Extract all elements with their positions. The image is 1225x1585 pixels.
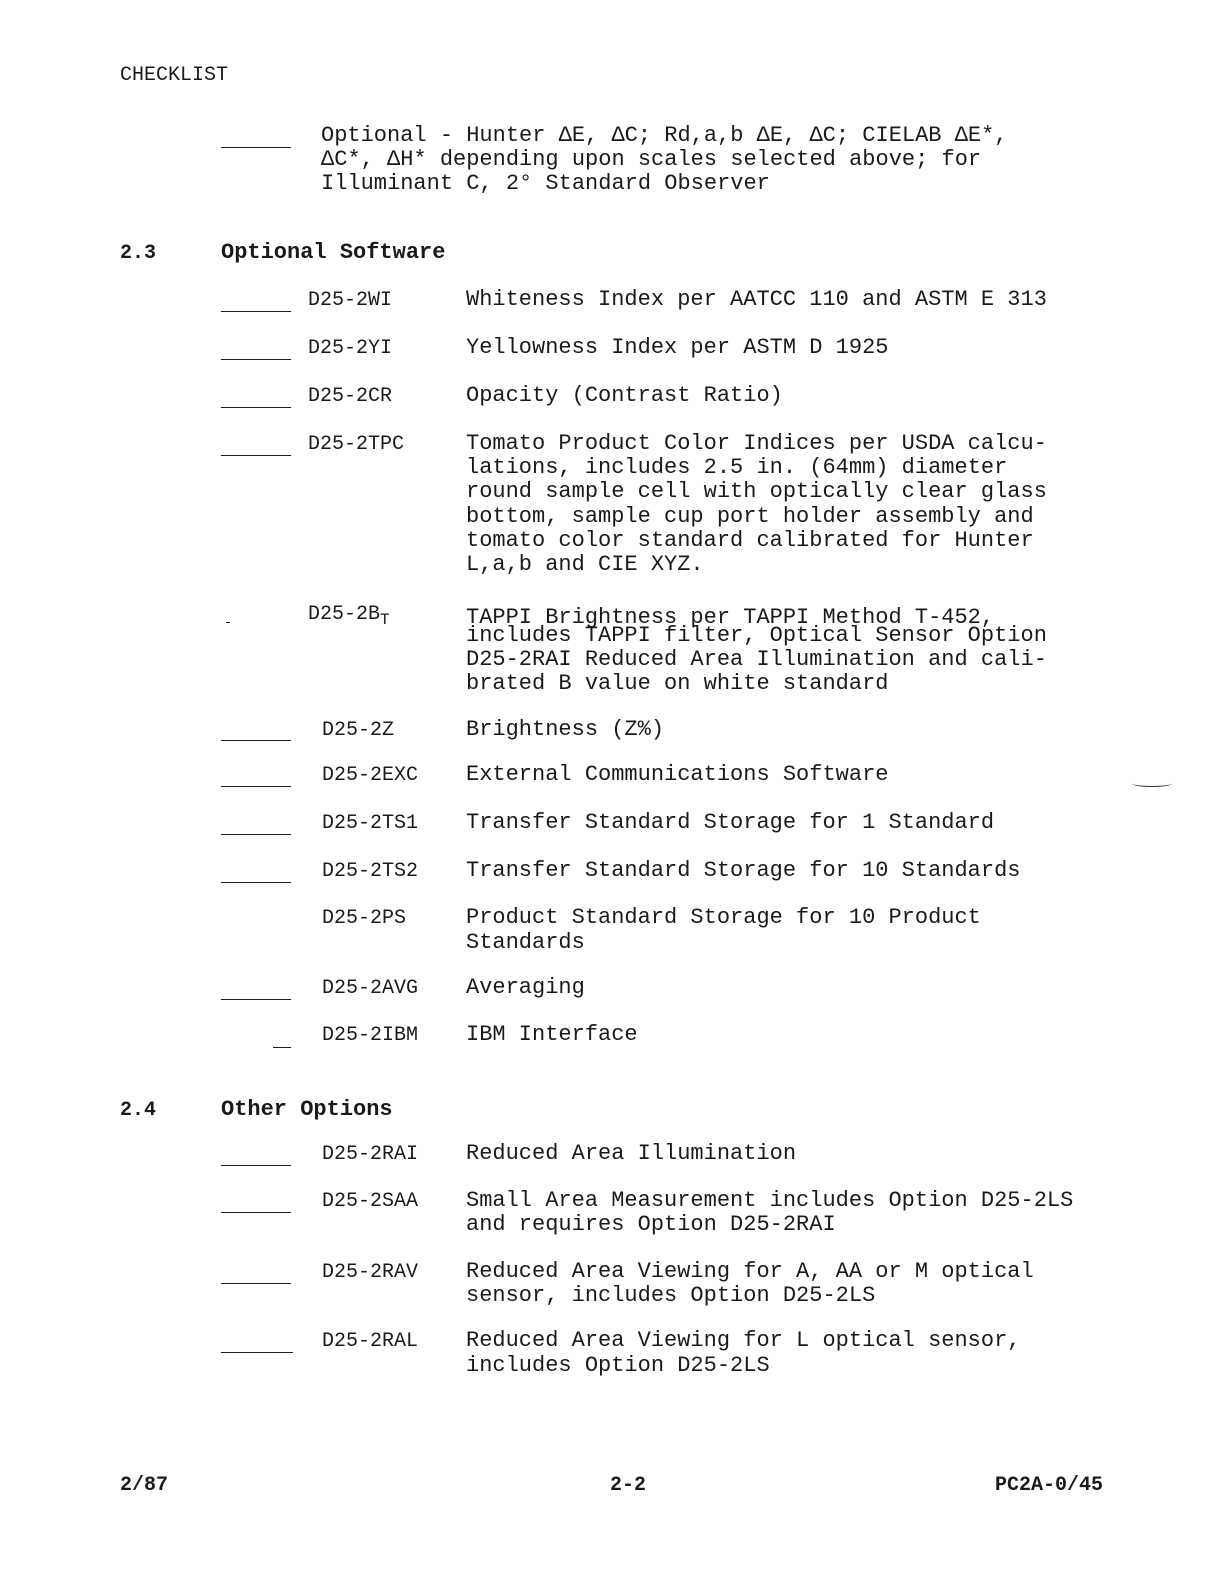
checkbox-blank-d25-2cr[interactable] bbox=[221, 407, 291, 408]
checkbox-blank-d25-2ral[interactable] bbox=[221, 1352, 293, 1353]
checkbox-blank-d25-2rai[interactable] bbox=[221, 1165, 291, 1166]
option-description-line: Product Standard Storage for 10 Product bbox=[466, 905, 981, 930]
option-code-main: D25-2B bbox=[308, 603, 381, 626]
option-description-line: Reduced Area Viewing for L optical sensor, bbox=[466, 1328, 1021, 1353]
section-number-2-4: 2.4 bbox=[120, 1099, 157, 1122]
option-description: Transfer Standard Storage for 10 Standards bbox=[466, 858, 1021, 883]
option-description-line: includes TAPPI filter, Optical Sensor Option bbox=[466, 623, 1047, 648]
option-description: External Communications Software bbox=[466, 762, 889, 787]
page-header-title: CHECKLIST bbox=[120, 64, 229, 87]
option-code: D25-2AVG bbox=[322, 977, 419, 1000]
option-description-line: sensor, includes Option D25-2LS bbox=[466, 1283, 876, 1308]
scan-mark bbox=[1132, 780, 1172, 787]
checkbox-blank-d25-2bt[interactable] bbox=[226, 622, 230, 623]
checkbox-blank-d25-2rav[interactable] bbox=[221, 1283, 291, 1284]
option-description-line: brated B value on white standard bbox=[466, 671, 889, 696]
section-number-2-3: 2.3 bbox=[120, 242, 157, 265]
footer-document-id: PC2A-0/45 bbox=[995, 1474, 1104, 1497]
intro-line-3: Illuminant C, 2° Standard Observer bbox=[321, 171, 770, 196]
option-description-line: L,a,b and CIE XYZ. bbox=[466, 552, 704, 577]
option-code: D25-2SAA bbox=[322, 1190, 419, 1213]
checkbox-blank-d25-2tpc[interactable] bbox=[221, 455, 291, 456]
checkbox-blank-d25-2saa[interactable] bbox=[221, 1212, 291, 1213]
checkbox-blank-d25-2z[interactable] bbox=[221, 740, 291, 741]
checkbox-blank-d25-2yi[interactable] bbox=[221, 359, 291, 360]
option-code-subscript: T bbox=[380, 611, 390, 629]
option-description-line: lations, includes 2.5 in. (64mm) diameter bbox=[466, 455, 1008, 480]
option-description: Transfer Standard Storage for 1 Standard bbox=[466, 810, 995, 835]
option-code: D25-2YI bbox=[308, 337, 393, 360]
option-code: D25-2Z bbox=[322, 719, 395, 742]
option-code: D25-2CR bbox=[308, 385, 393, 408]
option-description-line: Standards bbox=[466, 930, 585, 955]
option-description-line: includes Option D25-2LS bbox=[466, 1353, 770, 1378]
option-code: D25-2IBM bbox=[322, 1024, 419, 1047]
option-description-line: Small Area Measurement includes Option D25-2LS bbox=[466, 1188, 1074, 1213]
option-description: Averaging bbox=[466, 975, 585, 1000]
option-description-line: TAPPI Brightness per TAPPI Method T-452, bbox=[466, 605, 995, 630]
option-description-line: Reduced Area Viewing for A, AA or M optical bbox=[466, 1259, 1034, 1284]
checkbox-blank-d25-2ts2[interactable] bbox=[221, 882, 291, 883]
option-description-line: tomato color standard calibrated for Hunter bbox=[466, 528, 1034, 553]
option-code: D25-2TPC bbox=[308, 433, 405, 456]
option-description: Opacity (Contrast Ratio) bbox=[466, 383, 783, 408]
option-code: D25-2TS2 bbox=[322, 860, 419, 883]
option-code: D25-2RAI bbox=[322, 1143, 419, 1166]
option-code: D25-2RAL bbox=[322, 1330, 419, 1353]
intro-line-1: Optional - Hunter ΔE, ΔC; Rd,a,b ΔE, ΔC; CIELAB ΔE*, bbox=[321, 123, 1008, 148]
option-description-line: and requires Option D25-2RAI bbox=[466, 1212, 836, 1237]
intro-line-2: ΔC*, ΔH* depending upon scales selected above; for bbox=[321, 147, 982, 172]
option-code: D25-2TS1 bbox=[322, 812, 419, 835]
option-description-line: bottom, sample cup port holder assembly and bbox=[466, 504, 1034, 529]
option-description-line: D25-2RAI Reduced Area Illumination and cali- bbox=[466, 647, 1047, 672]
option-code: D25-2EXC bbox=[322, 764, 419, 787]
section-title-other-options: Other Options bbox=[221, 1097, 393, 1122]
footer-page-number: 2-2 bbox=[610, 1474, 647, 1497]
option-code: D25-2PS bbox=[322, 907, 407, 930]
option-description: IBM Interface bbox=[466, 1022, 638, 1047]
option-code: D25-2WI bbox=[308, 289, 393, 312]
option-description-line: Tomato Product Color Indices per USDA calcu- bbox=[466, 431, 1047, 456]
section-title-optional-software: Optional Software bbox=[221, 240, 446, 265]
intro-checkbox-blank[interactable] bbox=[221, 147, 291, 148]
footer-date: 2/87 bbox=[120, 1474, 169, 1497]
option-description: Brightness (Z%) bbox=[466, 717, 665, 742]
option-description: Yellowness Index per ASTM D 1925 bbox=[466, 335, 889, 360]
checkbox-blank-d25-2exc[interactable] bbox=[221, 786, 291, 787]
checkbox-blank-d25-2wi[interactable] bbox=[221, 311, 291, 312]
option-description-line: round sample cell with optically clear glass bbox=[466, 479, 1047, 504]
option-description: Reduced Area Illumination bbox=[466, 1141, 797, 1166]
checkbox-blank-d25-2ts1[interactable] bbox=[221, 834, 291, 835]
option-code bbox=[308, 603, 390, 632]
option-description: Whiteness Index per AATCC 110 and ASTM E 313 bbox=[466, 287, 1047, 312]
option-code: D25-2RAV bbox=[322, 1261, 419, 1284]
checkbox-blank-d25-2ibm[interactable] bbox=[273, 1047, 291, 1048]
checkbox-blank-d25-2avg[interactable] bbox=[221, 999, 291, 1000]
